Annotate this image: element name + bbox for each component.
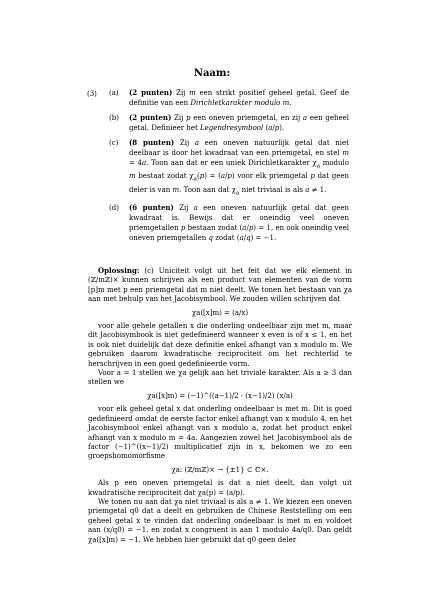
- solution-text: voor alle gehele getallen x die onderling ondeelbaar zijn met m, maar dit Jacobisymbook is niet gedefinieerd wanneer x even is of x ≤ 1, en het is ook niet duidelijk dat deze definitie enkel afhangt van x modulo m. We gebruiken daarom kwadratische reciprociteit om het rechterlid te herschrijven in een goed gedefinieerde vorm.: [88, 322, 352, 368]
- formula-definition: χa([x]m) = (a/x): [191, 308, 249, 317]
- item-text: Zij p een oneven priemgetal, en zij a een geheel getal. Definieer het Legendresymbool (a/p).: [129, 114, 349, 132]
- question-items: [109, 88, 349, 248]
- name-field-label: Naam:: [193, 68, 231, 79]
- solution-text: (c) Uniciteit volgt uit het feit dat we elk element in (ℤ/mℤ)× kunnen schrijven als een product van elementen van de vorm [p]m met p een priemgetal dat m niet deelt. We tonen het bestaan van χa aan met behulp van het Jacobisymbool. We zouden willen schrijven dat: [88, 267, 352, 304]
- formula-reciprocity: χa([x]m) = (−1)^((a−1)/2 · (x−1)/2) (x/a): [147, 391, 293, 400]
- item-label: (d): [109, 204, 119, 213]
- solution-text: voor elk geheel getal x dat onderling ondeelbaar is met m. Dit is goed gedefinieerd omdat de eerste factor enkel afhangt van x modulo 4, en het Jacobisymbool enkel afhangt van x modulo a, zodat het product enkel afhangt van x modulo m = 4a. Aangezien zowel het Jacobisymbool als de factor (−1)^((x−1)/2) multiplicatief zijn in x, bekomen we zo een groepshomomorfisme: [88, 405, 352, 461]
- question-item-c: [109, 138, 349, 198]
- solution-text: Voor a = 1 stellen we χa gelijk aan het triviale karakter. Als a ≥ 3 dan stellen we: [88, 369, 352, 387]
- item-label: (c): [109, 139, 119, 147]
- solution-text: We tonen nu aan dat χa niet triviaal is als a ≠ 1. We kiezen een oneven priemgetal q0 dat a deelt en gebruiken de Chinese Reststelling om een geheel getal x te vinden dat onderling ondeelbaar is met m en voldoet aan (x/q0) = −1, en zodat x congruent is aan 1 modulo 4a/q0. Dan geldt χa([x]m) = −1. We hebben hier gebruikt dat q0 geen deler: [88, 497, 352, 544]
- formula-homomorphism: χa: (ℤ/mℤ)× → {±1} ⊂ ℂ×.: [171, 465, 269, 474]
- item-text: Zij m een strikt positief geheel getal. Geef de definitie van een Dirichletkarakter modulo m.: [129, 89, 350, 107]
- item-label: (a): [109, 89, 119, 97]
- question-number: (3): [87, 90, 97, 98]
- question-item-a: [109, 88, 349, 108]
- item-text: Zij a een oneven natuurlijk getal dat niet deelbaar is door het kwadraat van een priemgetal, en stel m = 4a. Toon aan dat er een uniek Dirichletkarakter $\chi_a$ modulo m bestaat zodat $\chi_a(p) = (a/p)$ voor elk priemgetal p dat geen deler is van m. Toon aan dat $\chi_a$ niet triviaal is als a ≠ 1.: [129, 139, 350, 197]
- solution-text: Als p een oneven priemgetal is dat a niet deelt, dan volgt uit kwadratische reciprociteit dat χa(p) = (a/p).: [88, 479, 352, 497]
- question-item-d: [109, 203, 349, 243]
- solution-section: [88, 266, 352, 545]
- solution-paragraph: [88, 266, 352, 305]
- item-points: (2 punten): [129, 88, 173, 97]
- item-label: (b): [109, 114, 119, 122]
- question-item-b: [109, 113, 349, 133]
- item-points: (2 punten): [129, 113, 172, 122]
- item-points: (8 punten): [129, 138, 175, 147]
- item-points: (6 punten): [129, 203, 174, 213]
- solution-heading: Oplossing:: [98, 266, 140, 275]
- item-text: Zij a een oneven natuurlijk getal dat geen kwadraat is. Bewijs dat er oneindig veel oneven priemgetallen p bestaan zodat (a/p) = 1, en ook oneindig veel oneven priemgetallen q zodat (a/q) = −1.: [129, 204, 350, 243]
